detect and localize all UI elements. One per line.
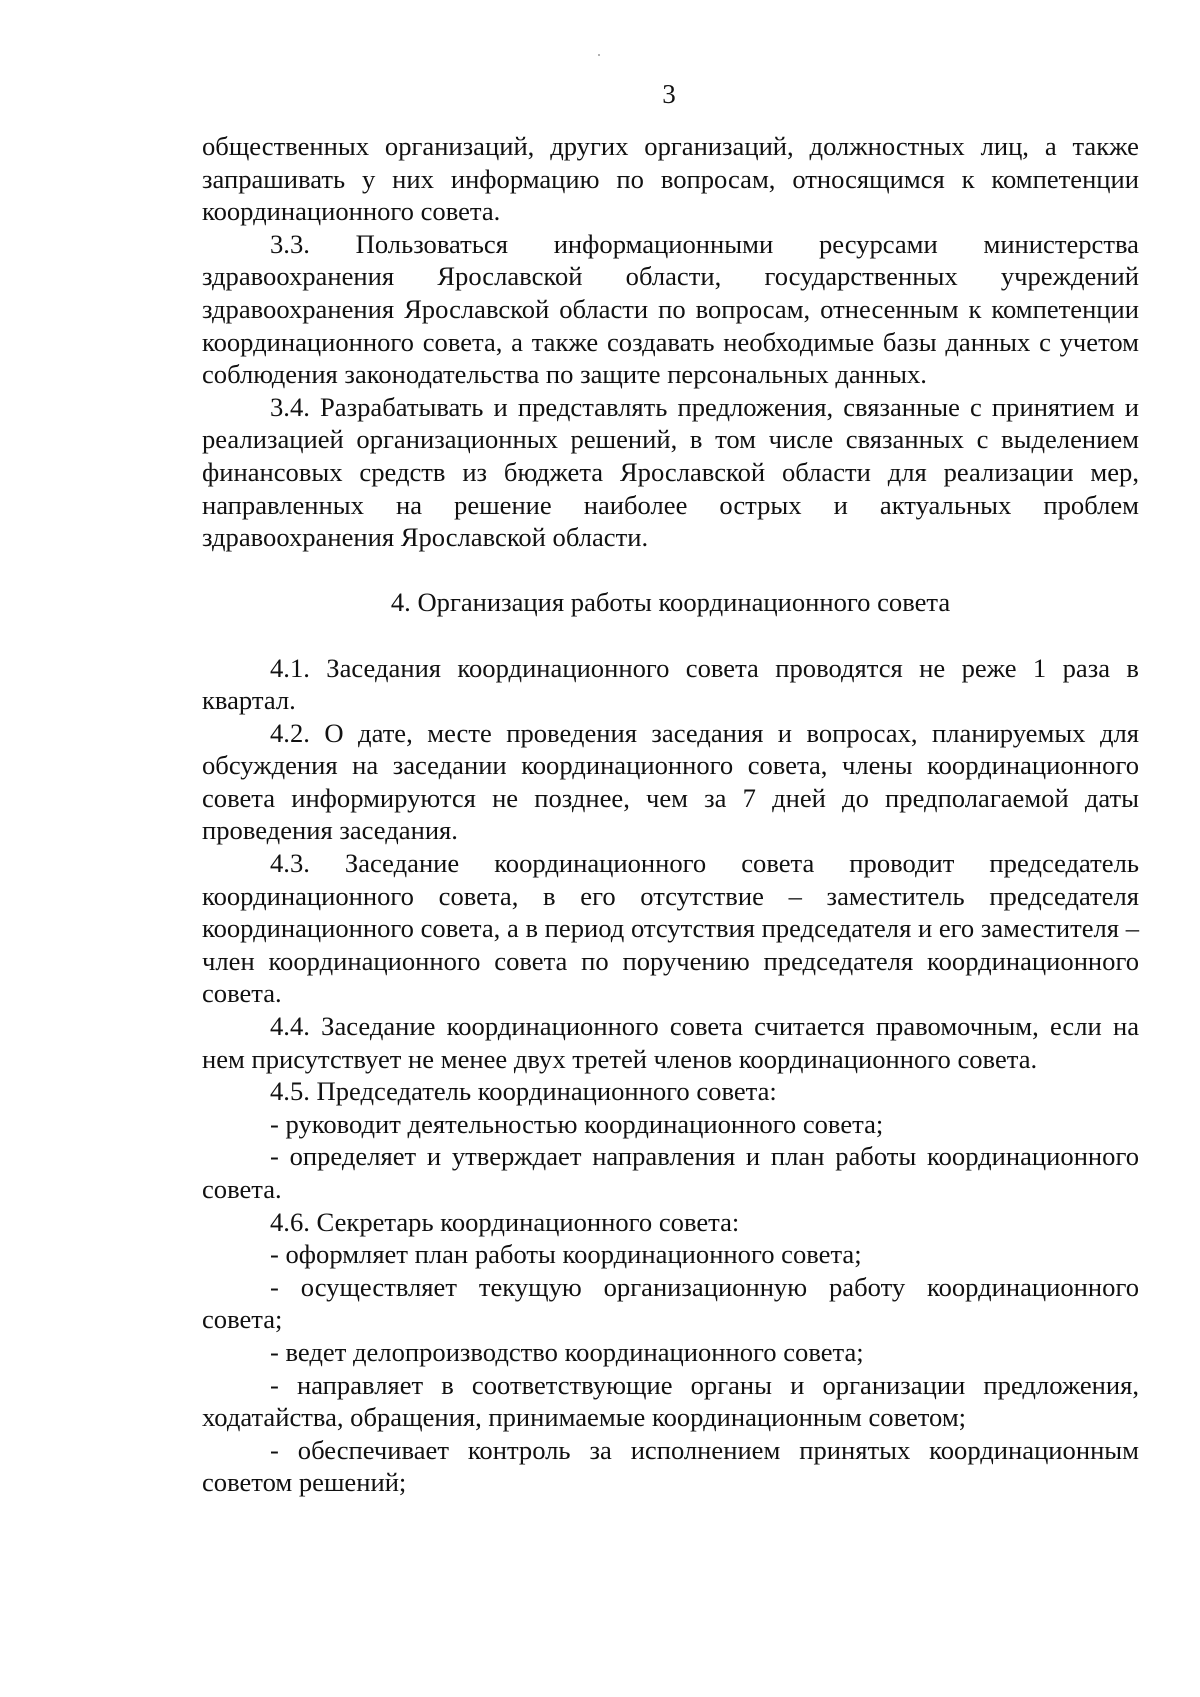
paragraph-4-6: 4.6. Секретарь координационного совета: xyxy=(270,1206,740,1237)
paragraph-continuation: общественных организаций, других организаций, должностных лиц, а также запрашивать у них информацию по вопросам, относящимся к компетенции координационного совета. xyxy=(202,131,1139,227)
scan-speck xyxy=(598,54,600,56)
paragraph-4-3: 4.3. Заседание координационного совета проводит председатель координационного совета, в его отсутствие – заместитель председателя координационного совета, а в период отсутствия председателя и его заместителя – член координационного совета по поручению председателя координационного совета. xyxy=(202,848,1139,1009)
list-item: - ведет делопроизводство координационного совета; xyxy=(270,1336,864,1367)
list-item: - оформляет план работы координационного совета; xyxy=(270,1239,862,1270)
list-item: - руководит деятельностью координационного совета; xyxy=(270,1108,884,1139)
paragraph-4-2: 4.2. О дате, месте проведения заседания и вопросах, планируемых для обсуждения на заседании координационного совета, члены координационного совета информируются не позднее, чем за 7 дней до предполагаемой даты проведения заседания. xyxy=(202,717,1139,846)
paragraph-4-5: 4.5. Председатель координационного совета: xyxy=(270,1076,777,1107)
paragraph-4-4: 4.4. Заседание координационного совета считается правомочным, если на нем присутствует не менее двух третей членов координационного совета. xyxy=(202,1011,1139,1074)
list-item: - осуществляет текущую организационную работу координационного совета; xyxy=(202,1271,1139,1335)
list-item: - определяет и утверждает направления и план работы координационного совета. xyxy=(202,1141,1139,1204)
paragraph-3-3: 3.3. Пользоваться информационными ресурсами министерства здравоохранения Ярославской области, государственных учреждений здравоохранения Ярославской области по вопросам, отнесенным к компетенции координационного совета, а также создавать необходимые базы данных с учетом соблюдения законодательства по защите персональных данных. xyxy=(202,228,1139,390)
list-item: - направляет в соответствующие органы и организации предложения, ходатайства, обращения, принимаемые координационным советом; xyxy=(202,1369,1139,1433)
section-heading: 4. Организация работы координационного совета xyxy=(390,587,951,618)
document-body xyxy=(202,130,1139,1499)
page-number: 3 xyxy=(662,79,676,109)
paragraph-4-1: 4.1. Заседания координационного совета проводятся не реже 1 раза в квартал. xyxy=(202,652,1139,716)
list-item: - обеспечивает контроль за исполнением принятых координационным советом решений; xyxy=(202,1434,1139,1498)
paragraph-3-4: 3.4. Разрабатывать и представлять предложения, связанные с принятием и реализацией организационных решений, в том числе связанных с выделением финансовых средств из бюджета Ярославской области для реализации мер, направленных на решение наиболее острых и актуальных проблем здравоохранения Ярославской области. xyxy=(202,391,1139,553)
